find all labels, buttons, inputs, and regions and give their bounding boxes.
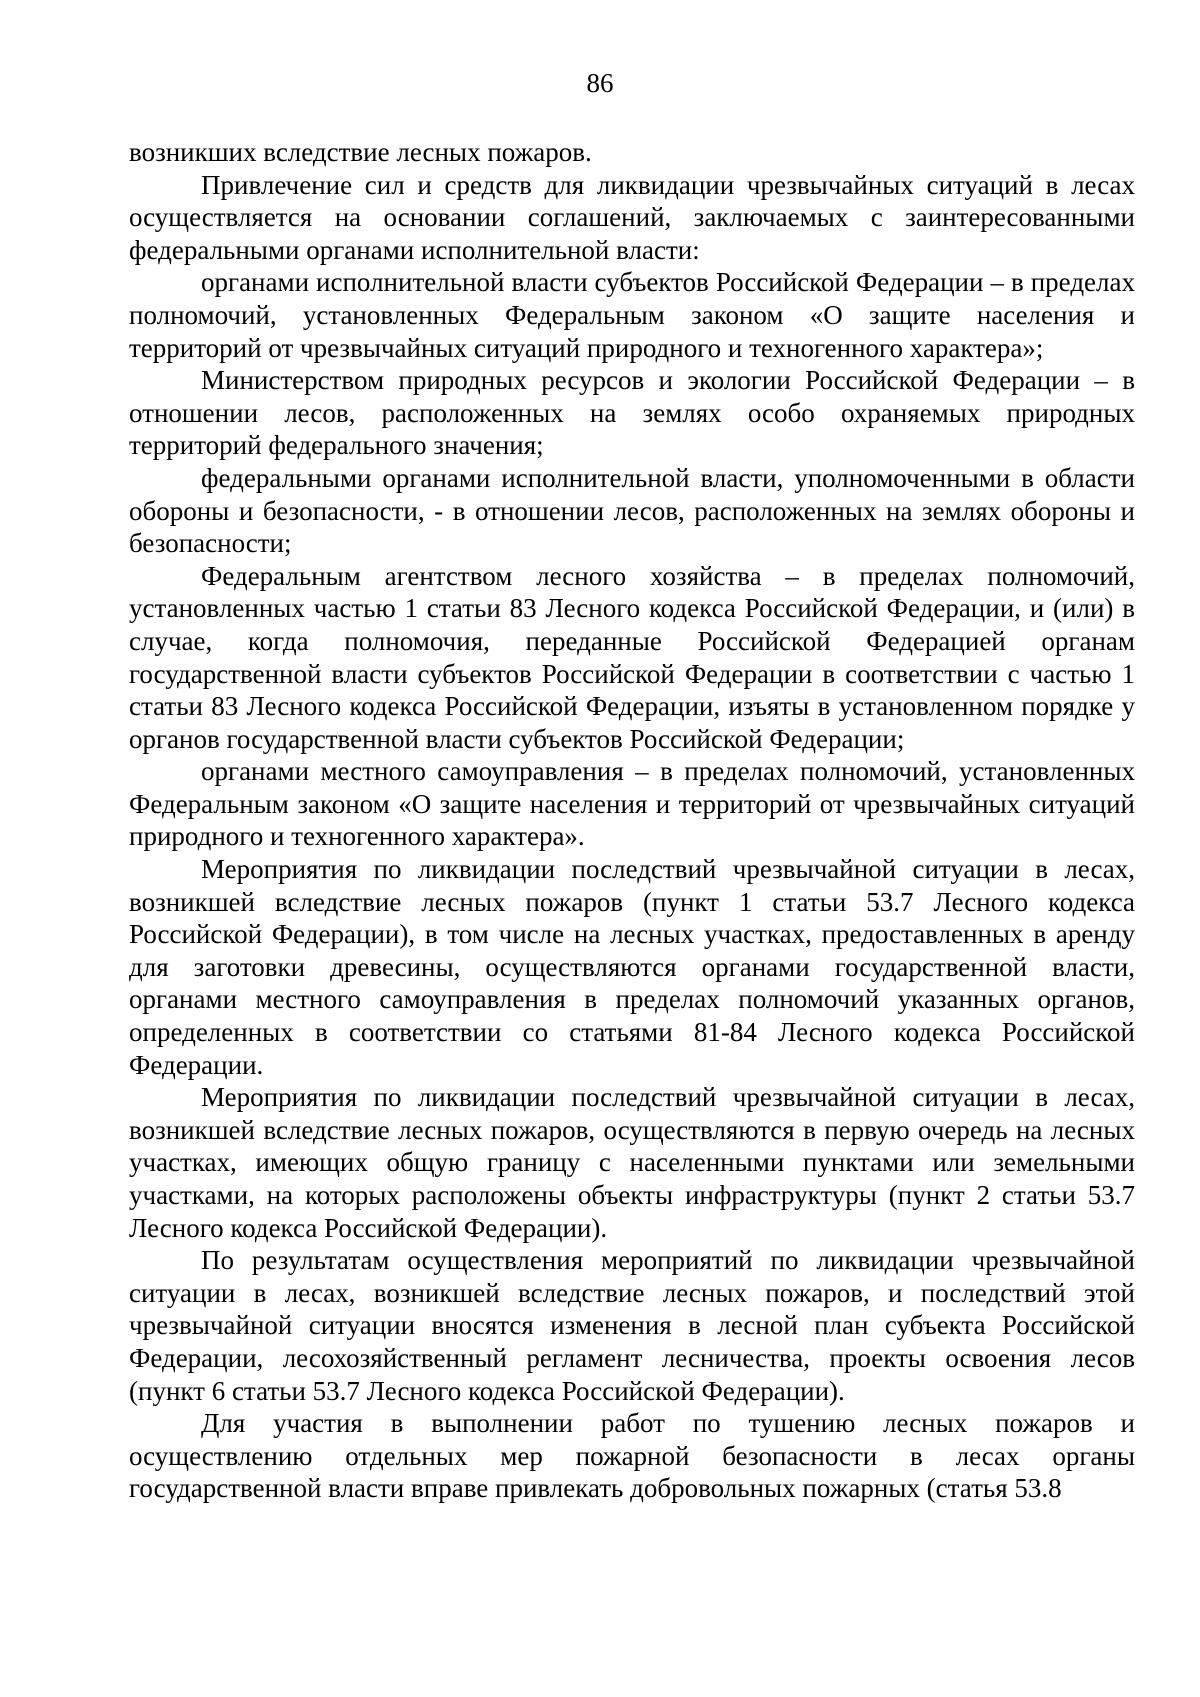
page-body: [129, 136, 1135, 1505]
paragraph: федеральными органами исполнительной власти, уполномоченными в области обороны и безопасности, - в отношении лесов, расположенных на землях обороны и безопасности;: [129, 462, 1135, 559]
paragraph-continuation: возникших вследствие лесных пожаров.: [129, 137, 592, 167]
paragraph: Мероприятия по ликвидации последствий чрезвычайной ситуации в лесах, возникшей вследствие лесных пожаров, осуществляются в первую очередь на лесных участках, имеющих общую границу с населенными пунктами или земельными участками, на которых расположены объекты инфраструктуры (пункт 2 статьи 53.7 Лесного кодекса Российской Федерации).: [129, 1082, 1135, 1243]
paragraph: Федеральным агентством лесного хозяйства – в пределах полномочий, установленных частью 1 статьи 83 Лесного кодекса Российской Федерации, и (или) в случае, когда полномочия, переданные Российской Федерацией органам государственной власти субъектов Российской Федерации в соответствии с частью 1 статьи 83 Лесного кодекса Российской Федерации, изъяты в установленном порядке у органов государственной власти субъектов Российской Федерации;: [129, 560, 1135, 754]
paragraph: Мероприятия по ликвидации последствий чрезвычайной ситуации в лесах, возникшей вследствие лесных пожаров (пункт 1 статьи 53.7 Лесного кодекса Российской Федерации), в том числе на лесных участках, предоставленных в аренду для заготовки древесины, осуществляются органами государственной власти, органами местного самоуправления в пределах полномочий указанных органов, определенных в соответствии со статьями 81-84 Лесного кодекса Российской Федерации.: [129, 854, 1135, 1080]
paragraph: По результатам осуществления мероприятий по ликвидации чрезвычайной ситуации в лесах, возникшей вследствие лесных пожаров, и последствий этой чрезвычайной ситуации вносятся изменения в лесной план субъекта Российской Федерации, лесохозяйственный регламент лесничества, проекты освоения лесов (пункт 6 статьи 53.7 Лесного кодекса Российской Федерации).: [129, 1245, 1135, 1406]
paragraph: органами местного самоуправления – в пределах полномочий, установленных Федеральным законом «О защите населения и территорий от чрезвычайных ситуаций природного и техногенного характера».: [129, 756, 1135, 852]
paragraph: органами исполнительной власти субъектов Российской Федерации – в пределах полномочий, установленных Федеральным законом «О защите населения и территорий от чрезвычайных ситуаций природного и техногенного характера»;: [129, 267, 1135, 363]
paragraph: Министерством природных ресурсов и экологии Российской Федерации – в отношении лесов, расположенных на землях особо охраняемых природных территорий федерального значения;: [129, 365, 1135, 461]
page-number: 86: [586, 68, 614, 98]
paragraph: Для участия в выполнении работ по тушению лесных пожаров и осуществлению отдельных мер пожарной безопасности в лесах органы государственной власти вправе привлекать добровольных пожарных (статья 53.8: [129, 1408, 1135, 1504]
paragraph: Привлечение сил и средств для ликвидации чрезвычайных ситуаций в лесах осуществляется на основании соглашений, заключаемых с заинтересованными федеральными органами исполнительной власти:: [129, 169, 1135, 265]
